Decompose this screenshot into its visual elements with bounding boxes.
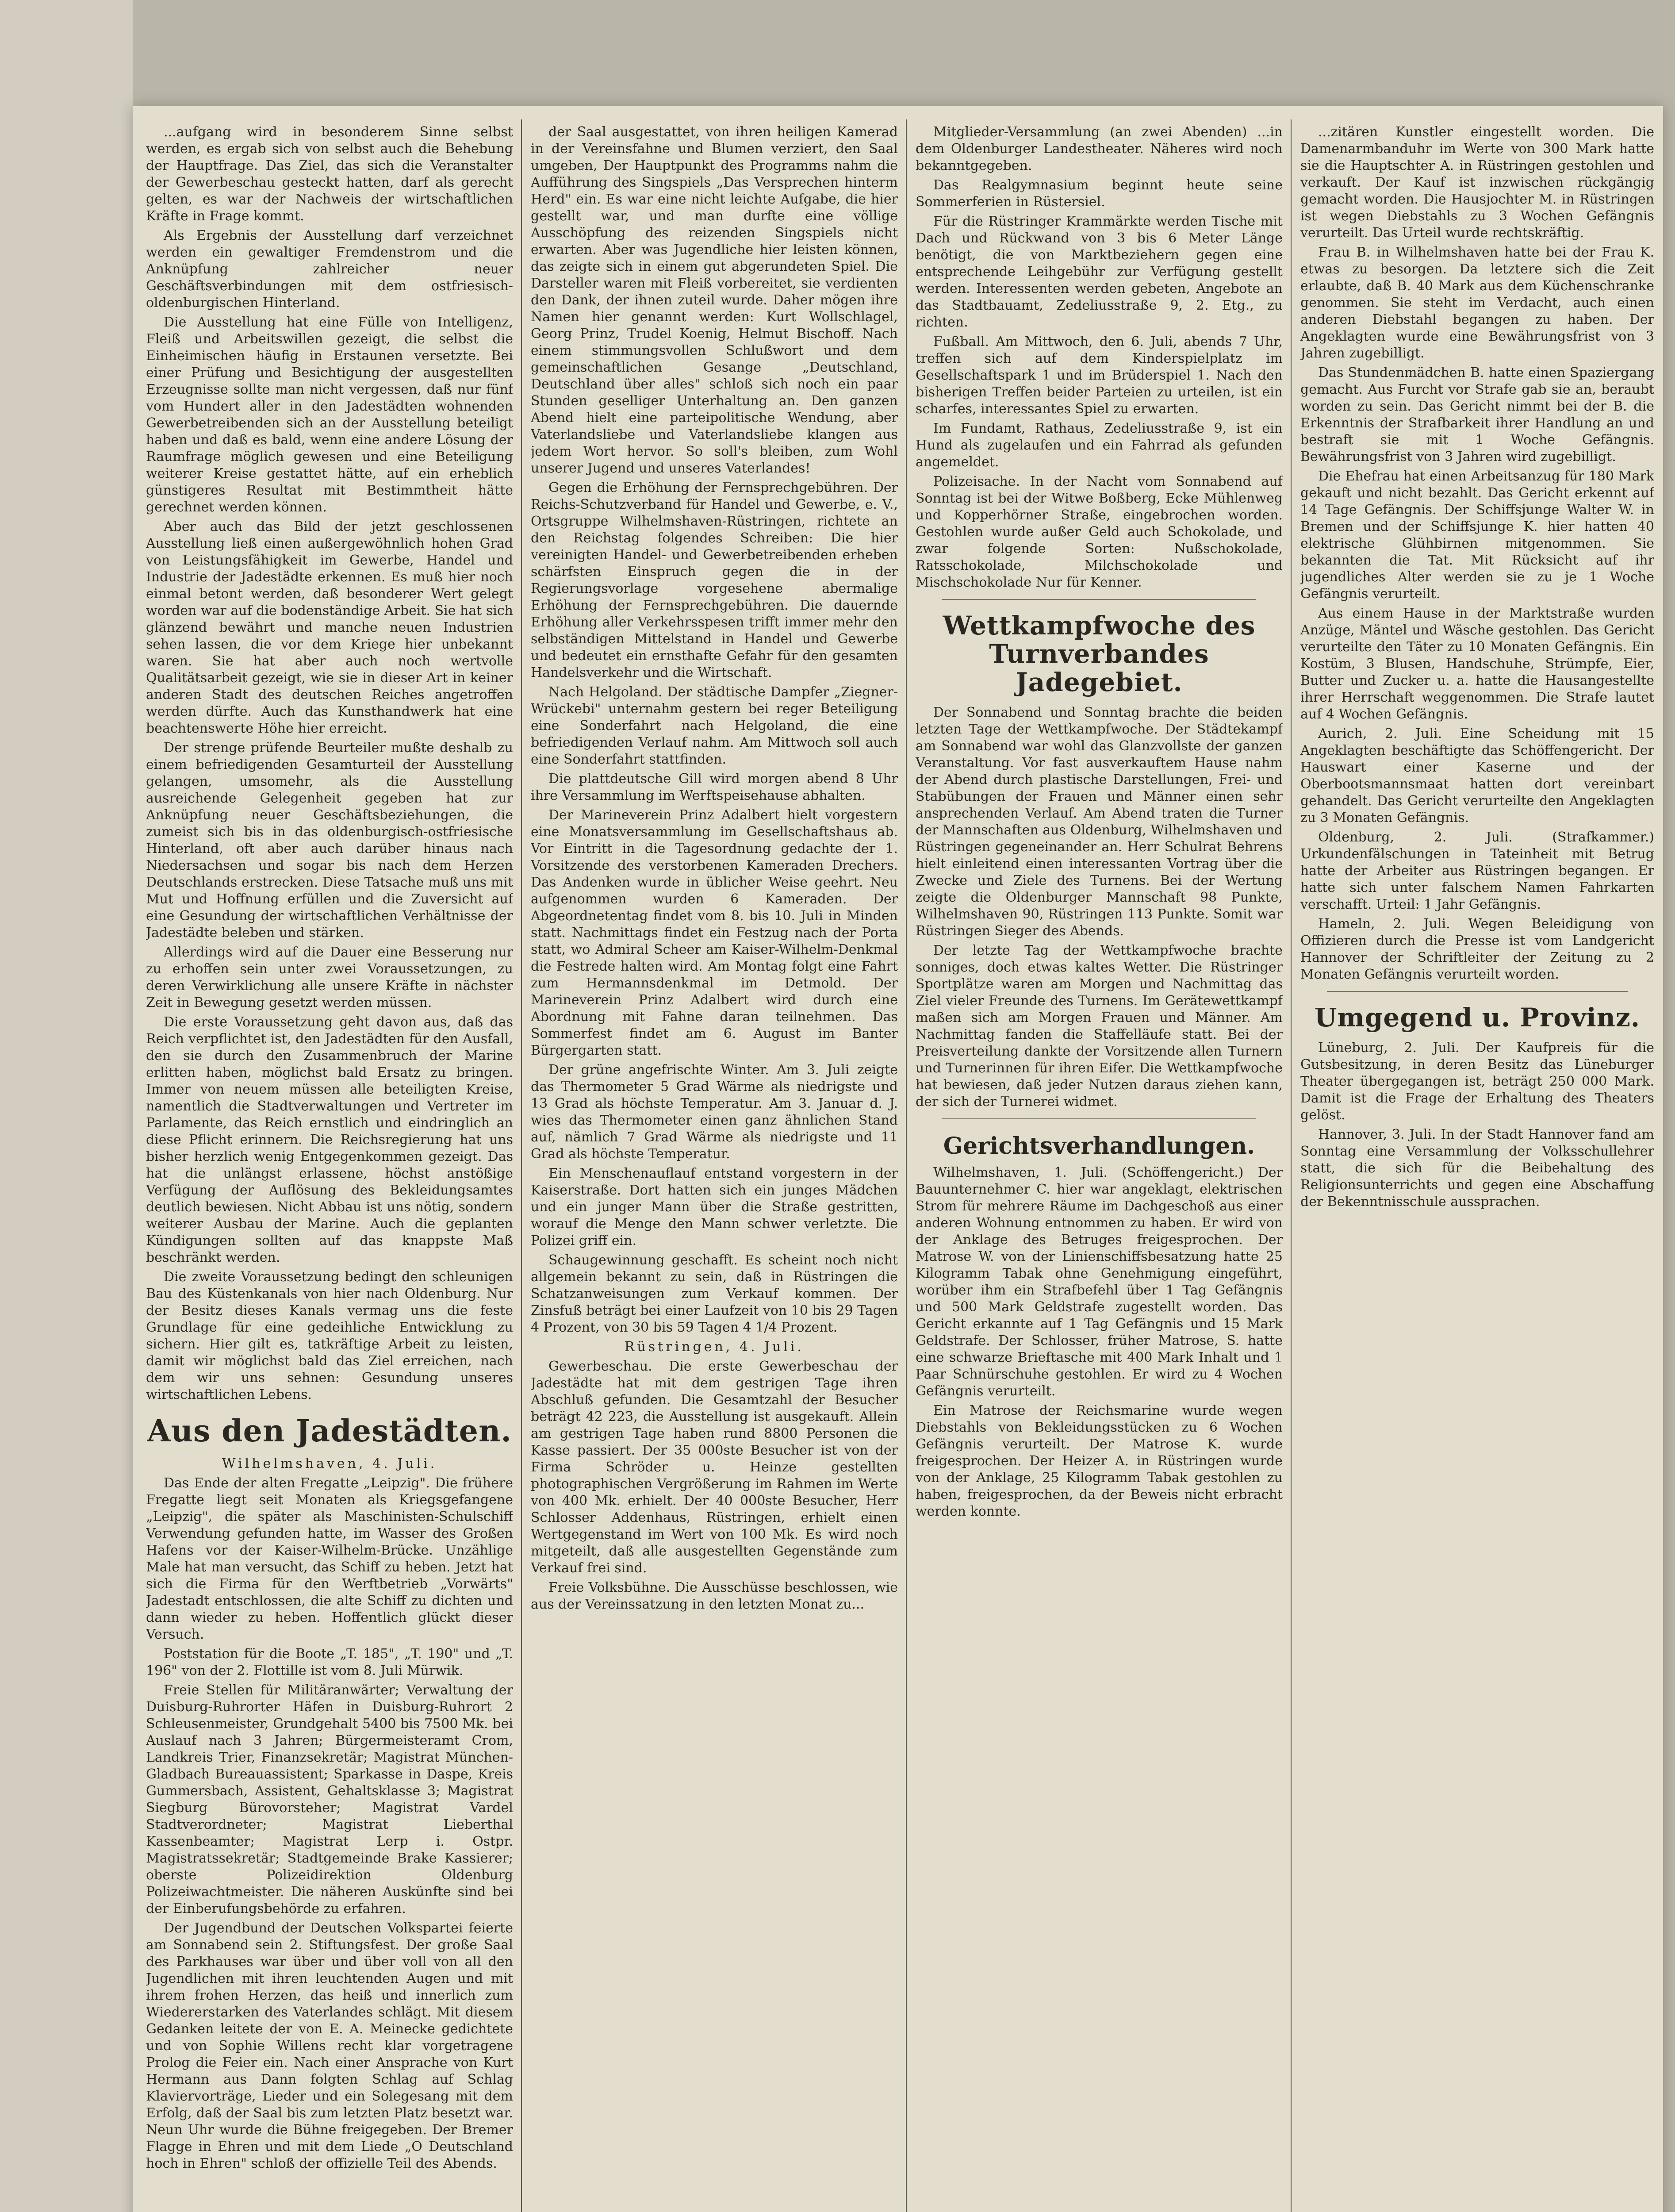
paragraph: Die zweite Voraussetzung bedingt den schleunigen Bau des Küstenkanals von hier nach Oldenburg. Nur der Besitz dieses Kanals vermag uns die feste Grundlage für eine gedeihliche Entwicklung zu sichern. Hier gilt es, tatkräftige Arbeit zu leisten, damit wir möglichst bald das Ziel erreichen, nach dem wir uns sehnen: Gesundung unseres wirtschaftlichen Lebens.: [146, 1269, 513, 1402]
paragraph: Polizeisache. In der Nacht vom Sonnabend auf Sonntag ist bei der Witwe Boßberg, Ecke Mühlenweg und Kopperhörner Straße, eingebrochen worden. Gestohlen wurde außer Geld auch Schokolade, und zwar folgende Sorten: Nußschokolade, Ratsschokolade, Milchschokolade und Mischschokolade Nur für Kenner.: [916, 474, 1283, 590]
newspaper-page: [133, 106, 1663, 2212]
paragraph: ...zitären Kunstler eingestellt worden. Die Damenarmbanduhr im Werte von 300 Mark hatte sie die Hauptschter A. in Rüstringen gestohlen und verkauft. Der Kauf ist inzwischen rückgängig gemacht worden. Die Hausjochter M. in Rüstringen ist wegen Diebstahls zu 3 Wochen Gefängnis verurteilt. Das Urteil wurde rechtskräftig.: [1300, 124, 1654, 241]
column-3: [916, 124, 1283, 2212]
paragraph: Freie Volksbühne. Die Ausschüsse beschlossen, wie aus der Vereinssatzung in den letzten Monat zu...: [531, 1580, 898, 1612]
paragraph: Der Sonnabend und Sonntag brachte die beiden letzten Tage der Wettkampfwoche. Der Städtekampf am Sonnabend war wohl das Glanzvollste der ganzen Veranstaltung. Vor fast ausverkauftem Hause nahm der Abend durch plastische Darstellungen, Frei- und Stabübungen der Frauen und Männer einen sehr ansprechenden Verlauf. Am Abend traten die Turner der Mannschaften aus Oldenburg, Wilhelmshaven und Rüstringen gegeneinander an. Herr Schulrat Behrens hielt einleitend einen interessanten Vortrag über die Zwecke und Ziele des Turnens. Bei der Wertung zeigte die Oldenburger Mannschaft 98 Punkte, Wilhelmshaven 90, Rüstringen 113 Punkte. Somit war Rüstringen Sieger des Abends.: [916, 705, 1283, 939]
divider: [942, 1118, 1256, 1119]
paragraph: Gewerbeschau. Die erste Gewerbeschau der Jadestädte hat mit dem gestrigen Tage ihren Abschluß gefunden. Die Gesamtzahl der Besucher beträgt 42 223, die Ausstellung ist ausgekauft. Allein am gestrigen Tage haben rund 8800 Personen die Kasse passiert. Der 35 000ste Besucher ist von der Firma Schröder u. Heinze gestellten photographischen Vergrößerung im Rahmen im Werte von 400 Mk. erhielt. Der 40 000ste Besucher, Herr Schlosser Addenhaus, Rüstringen, erhielt einen Wertgegenstand im Wert von 100 Mk. Es wird noch mitgeteilt, daß alle ausgestellten Gegenstände zum Verkauf frei sind.: [531, 1359, 898, 1576]
paragraph: Für die Rüstringer Krammärkte werden Tische mit Dach und Rückwand von 3 bis 6 Meter Länge benötigt, die von Marktbeziehern gegen eine entsprechende Leihgebühr zur Verfügung gestellt werden. Interessenten werden gebeten, Angebote an das Stadtbauamt, Zedeliusstraße 9, 2. Etg., zu richten.: [916, 214, 1283, 330]
section-heading-umgegend: Umgegend u. Provinz.: [1314, 1002, 1641, 1033]
section-heading-gericht: Gerichtsverhandlungen.: [943, 1133, 1255, 1160]
paragraph: ...aufgang wird in besonderem Sinne selbst werden, es ergab sich von selbst auch die Behebung der Hauptfrage. Das Ziel, das sich die Veranstalter der Gewerbeschau gesteckt hatten, darf als gerecht gelten, es war der Nachweis der wirtschaftlichen Kräfte in Frage kommt.: [146, 124, 513, 224]
paragraph: Das Realgymnasium beginnt heute seine Sommerferien in Rüstersiel.: [916, 177, 1283, 210]
paragraph: Im Fundamt, Rathaus, Zedeliusstraße 9, ist ein Hund als zugelaufen und ein Fahrrad als gefunden angemeldet.: [916, 421, 1283, 470]
paragraph: Mitglieder-Versammlung (an zwei Abenden) ...in dem Oldenburger Landestheater. Näheres wird noch bekanntgegeben.: [916, 124, 1283, 173]
scan-background: [0, 0, 133, 2212]
paragraph: Der grüne angefrischte Winter. Am 3. Juli zeigte das Thermometer 5 Grad Wärme als niedrigste und 13 Grad als höchste Temperatur. Am 3. Januar d. J. wies das Thermometer einen ganz ähnlichen Stand auf, nämlich 7 Grad Wärme als niedrigste und 11 Grad als höchste Temperatur.: [531, 1062, 898, 1162]
paragraph: Gegen die Erhöhung der Fernsprechgebühren. Der Reichs-Schutzverband für Handel und Gewerbe, e. V., Ortsgruppe Wilhelmshaven-Rüstringen, richtete an den Reichstag folgendes Schreiben: Die hier vereinigten Handel- und Gewerbetreibenden erheben schärfsten Einspruch gegen die in der Regierungsvorlage vorgesehene abermalige Erhöhung der Fernsprechgebühren. Die dauernde Erhöhung aller Verkehrsspesen trifft immer mehr den selbständigen Mittelstand in Handel und Gewerbe und bedeutet ein ernsthafte Gefahr für den gesamten Handelsverkehr und die Wirtschaft.: [531, 480, 898, 680]
dateline: Rüstringen, 4. Juli.: [624, 1339, 805, 1355]
paragraph: Allerdings wird auf die Dauer eine Besserung nur zu erhoffen sein unter zwei Voraussetzungen, zu deren Verwirklichung alle unsere Kräfte in nächster Zeit in Bewegung gesetzt werden müssen.: [146, 945, 513, 1010]
paragraph: Aurich, 2. Juli. Eine Scheidung mit 15 Angeklagten beschäftigte das Schöffengericht. Der Hauswart einer Kaserne und der Oberbootsmannsmaat hatten dort vereinbart gehandelt. Das Gericht verurteilte den Angeklagten zu 3 Monaten Gefängnis.: [1300, 726, 1654, 826]
paragraph: Hannover, 3. Juli. In der Stadt Hannover fand am Sonntag eine Versammlung der Volksschullehrer statt, die sich für die Beibehaltung des Religionsunterrichts und gegen eine Abschaffung der Bekenntnisschule aussprachen.: [1300, 1127, 1654, 1210]
section-heading-jadestaedte: Aus den Jadestädten.: [147, 1413, 512, 1449]
paragraph: der Saal ausgestattet, von ihren heiligen Kamerad in der Vereinsfahne und Blumen verziert, den Saal umgeben, Der Hauptpunkt des Programms nahm die Aufführung des Singspiels „Das Versprechen hinterm Herd" ein. Es war eine nicht leichte Aufgabe, die hier gestellt war, und man durfte eine völlige Ausschöpfung des reizenden Singspiels nicht erwarten. Aber was Jugendliche hier leisten können, das zeigte sich in einem gut abgerundeten Spiel. Die Darsteller waren mit Fleiß vorbereitet, sie verdienten den Dank, der ihnen zuteil wurde. Daher mögen ihre Namen hier genannt werden: Kurt Wollschlagel, Georg Prinz, Trudel Koenig, Helmut Bischoff. Nach einem stimmungsvollen Schlußwort und dem gemeinschaftlichen Gesange „Deutschland, Deutschland über alles" schloß sich noch ein paar Stunden geselliger Unterhaltung an. Den ganzen Abend hielt eine parteipolitische Wendung, aber Vaterlandsliebe und Vaterlandsliebe klangen aus jedem Wort hervor. So soll's bleiben, zum Wohl unserer Jugend und unseres Vaterlandes!: [531, 124, 898, 476]
dateline: Wilhelmshaven, 4. Juli.: [222, 1456, 437, 1471]
section-heading-wettkampf: Wettkampfwoche des: [943, 611, 1256, 641]
column-rule: [521, 119, 522, 2212]
column-4: [1300, 124, 1654, 2212]
paragraph: Als Ergebnis der Ausstellung darf verzeichnet werden ein gewaltiger Fremdenstrom und die Anknüpfung zahlreicher neuer Geschäftsverbindungen mit dem ostfriesisch-oldenburgischen Hinterland.: [146, 228, 513, 311]
paragraph: Ein Matrose der Reichsmarine wurde wegen Diebstahls von Bekleidungsstücken zu 6 Wochen Gefängnis verurteilt. Der Matrose K. wurde freigesprochen. Der Heizer A. in Rüstringen wurde von der Anklage, 25 Kilogramm Tabak gestohlen zu haben, freigesprochen, da der Beweis nicht erbracht werden konnte.: [916, 1403, 1283, 1519]
section-heading-turnverband: Turnverbandes Jadegebiet.: [989, 639, 1209, 697]
paragraph: Der Marineverein Prinz Adalbert hielt vorgestern eine Monatsversammlung im Gesellschaftshaus ab. Vor Eintritt in die Tagesordnung gedachte der 1. Vorsitzende des verstorbenen Kameraden Drechers. Das Andenken wurde in üblicher Weise geehrt. Neu aufgenommen wurden 6 Kameraden. Der Abgeordnetentag findet vom 8. bis 10. Juli in Minden statt. Nachmittags findet ein Festzug nach der Porta statt, wo Admiral Scheer am Kaiser-Wilhelm-Denkmal die Festrede halten wird. Am Montag folgt eine Fahrt zum Hermannsdenkmal im Detmold. Der Marineverein Prinz Adalbert wird durch eine Abordnung mit Fahne daran teilnehmen. Das Sommerfest findet am 6. August im Banter Bürgergarten statt.: [531, 807, 898, 1058]
paragraph: Frau B. in Wilhelmshaven hatte bei der Frau K. etwas zu besorgen. Da letztere sich die Zeit erlaubte, daß B. 40 Mark aus dem Küchenschranke genommen. Sie steht im Verdacht, auch einen anderen Diebstahl begangen zu haben. Der Angeklagten wurde eine Bewährungsfrist von 3 Jahren zugebilligt.: [1300, 245, 1654, 361]
column-rule: [1291, 119, 1292, 2212]
paragraph: Der strenge prüfende Beurteiler mußte deshalb zu einem befriedigenden Gesamturteil der Ausstellung gelangen, umsomehr, als die Ausstellung ausreichende Gelegenheit gegeben hat zur Anknüpfung neuer Geschäftsbeziehungen, die zumeist sich bis in das oldenburgisch-ostfriesische Hinterland, oft aber auch darüber hinaus nach Niedersachsen und sogar bis nach dem Herzen Deutschlands erstrecken. Diese Tatsache muß uns mit Mut und Hoffnung erfüllen und die Zuversicht auf eine Gesundung der wirtschaftlichen Verhältnisse der Jadestädte beleben und stärken.: [146, 740, 513, 941]
paragraph: Lüneburg, 2. Juli. Der Kaufpreis für die Gutsbesitzung, in deren Besitz das Lüneburger Theater übergegangen ist, beträgt 250 000 Mark. Damit ist die Frage der Erhaltung des Theaters gelöst.: [1300, 1040, 1654, 1123]
column-2: [531, 124, 898, 2212]
paragraph: Nach Helgoland. Der städtische Dampfer „Ziegner-Wrückebi" unternahm gestern bei reger Beteiligung eine Sonderfahrt nach Helgoland, die eine befriedigenden Verlauf nahm. Am Mittwoch soll auch eine Sonderfahrt stattfinden.: [531, 684, 898, 767]
paragraph: Fußball. Am Mittwoch, den 6. Juli, abends 7 Uhr, treffen sich auf dem Kinderspielplatz im Gesellschaftspark 1 und im Brüderspiel 1. Nach den bisherigen Treffen beider Parteien zu urteilen, ist ein scharfes, interessantes Spiel zu erwarten.: [916, 334, 1283, 417]
paragraph: Der Jugendbund der Deutschen Volkspartei feierte am Sonnabend sein 2. Stiftungsfest. Der große Saal des Parkhauses war über und über voll von all den Jugendlichen mit ihren leuchtenden Augen und mit ihrem frohen Herzen, das heiß und innerlich zum Wiedererstarken des Vaterlandes schlägt. Mit diesem Gedanken leitete der von E. A. Meinecke gedichtete und von Sophie Willens recht klar vorgetragene Prolog die Feier ein. Nach einer Ansprache von Kurt Hermann aus Dann folgten Schlag auf Schlag Klaviervorträge, Lieder und ein Solegesang mit dem Erfolg, daß der Saal bis zum letzten Platz besetzt war. Neun Uhr wurde die Bühne freigegeben. Der Bremer Flagge in Ehren und mit dem Liede „O Deutschland hoch in Ehren" schloß der offizielle Teil des Abends.: [146, 1920, 513, 2171]
divider: [942, 599, 1256, 600]
paragraph: Die erste Voraussetzung geht davon aus, daß das Reich verpflichtet ist, den Jadestädten für den Ausfall, den sie durch den Zusammenbruch der Marine erlitten haben, möglichst bald Ersatz zu bringen. Immer von neuem müssen alle beteiligten Kreise, namentlich die Stadtverwaltungen und Vertreter im Parlamente, das Reich ernstlich und eindringlich an diese Pflicht erinnern. Die Reichsregierung hat uns bisher herzlich wenig Entgegenkommen gezeigt. Das hat die unlängst erlassene, höchst anstößige Verfügung der Auflösung des Bekleidungsamtes deutlich bewiesen. Nicht Abbau ist uns nötig, sondern weiterer Ausbau der Marine. Auch die geplanten Kündigungen sollten auf das knappste Maß beschränkt werden.: [146, 1014, 513, 1265]
paragraph: Die Ausstellung hat eine Fülle von Intelligenz, Fleiß und Arbeitswillen gezeigt, die selbst die Einheimischen häufig in Erstaunen versetzte. Bei einer Prüfung und Besichtigung der ausgestellten Erzeugnisse sollte man nicht vergessen, daß nur fünf vom Hundert aller in den Jadestädten wohnenden Gewerbetreibenden sich an der Ausstellung beteiligt haben und daß es bald, wenn eine andere Lösung der Raumfrage möglich gewesen und eine Beteiligung weiterer Kreise gestattet hätte, auf ein erheblich günstigeres Resultat mit Bestimmtheit hätte gerechnet werden können.: [146, 315, 513, 515]
divider: [1327, 991, 1628, 992]
paragraph: Das Ende der alten Fregatte „Leipzig". Die frühere Fregatte liegt seit Monaten als Kriegsgefangene „Leipzig", die später als Maschinisten-Schulschiff Verwendung gefunden hatte, im Wasser des Großen Hafens vor der Kaiser-Wilhelm-Brücke. Unzählige Male hat man versucht, das Schiff zu heben. Jetzt hat sich die Firma für den Werftbetrieb „Vorwärts" Jadestadt entschlossen, die alte Schiff zu dichten und dann wieder zu heben. Hoffentlich glückt dieser Versuch.: [146, 1475, 513, 1642]
column-1: [146, 124, 513, 2212]
paragraph: Die plattdeutsche Gill wird morgen abend 8 Uhr ihre Versammlung im Werftspeisehause abhalten.: [531, 771, 898, 803]
paragraph: Freie Stellen für Militäranwärter; Verwaltung der Duisburg-Ruhrorter Häfen in Duisburg-Ruhrort 2 Schleusenmeister, Grundgehalt 5400 bis 7500 Mk. bei Auslauf nach 3 Jahren; Bürgermeisteramt Crom, Landkreis Trier, Finanzsekretär; Magistrat München-Gladbach Bureauassistent; Sparkasse in Daspe, Kreis Gummersbach, Assistent, Gehaltsklasse 3; Magistrat Siegburg Bürovorsteher; Magistrat Vardel Stadtverordneter; Magistrat Lieberthal Kassenbeamter; Magistrat Lerp i. Ostpr. Magistratssekretär; Stadtgemeinde Brake Kassierer; oberste Polizeidirektion Oldenburg Polizeiwachtmeister. Die näheren Auskünfte sind bei der Einberufungsbehörde zu erfahren.: [146, 1682, 513, 1916]
paragraph: Aber auch das Bild der jetzt geschlossenen Ausstellung ließ einen außergewöhnlich hohen Grad von Leistungsfähigkeit im Gewerbe, Handel und Industrie der Jadestädte erkennen. Es muß hier noch einmal betont werden, daß besonderer Wert gelegt worden war auf die bodenständige Arbeit. Sie hat sich glänzend bewährt und manche neuen Industrien sehen lassen, die vor dem Kriege hier unbekannt waren. Sie hat aber auch noch wertvolle Qualitätsarbeit gezeigt, wie sie in dieser Art in keiner anderen Stadt des deutschen Reiches angetroffen werden dürfte. Auch das Kunsthandwerk hat eine beachtenswerte Höhe hier erreicht.: [146, 519, 513, 736]
paragraph: Der letzte Tag der Wettkampfwoche brachte sonniges, doch etwas kaltes Wetter. Die Rüstringer Sportplätze waren am Morgen und Nachmittag das Ziel vieler Freunde des Turnens. Im Gerätewettkampf maßen sich am Morgen Frauen und Männer. Am Nachmittag fanden die Staffelläufe statt. Bei der Preisverteilung dankte der Vorsitzende allen Turnern und Turnerinnen für ihren Eifer. Die Wettkampfwoche hat bewiesen, daß jeder Nutzen daraus ziehen kann, der sich der Turnerei widmet.: [916, 943, 1283, 1110]
paragraph: Poststation für die Boote „T. 185", „T. 190" und „T. 196" von der 2. Flottille ist vom 8. Juli Mürwik.: [146, 1646, 513, 1678]
paragraph: Hameln, 2. Juli. Wegen Beleidigung von Offizieren durch die Presse ist vom Landgericht Hannover der Schriftleiter der Zeitung zu 2 Monaten Gefängnis verurteilt worden.: [1300, 916, 1654, 982]
paragraph: Wilhelmshaven, 1. Juli. (Schöffengericht.) Der Bauunternehmer C. hier war angeklagt, elektrischen Strom für mehrere Räume im Dachgeschoß aus einer anderen Wohnung entnommen zu haben. Er wird von der Anklage des Betruges freigesprochen. Der Matrose W. von der Linienschiffsbesatzung hatte 25 Kilogramm Tabak ohne Genehmigung eingeführt, worüber ihm ein Strafbefehl über 1 Tag Gefängnis und 500 Mark Geldstrafe zugestellt worden. Das Gericht erkannte auf 1 Tag Gefängnis und 15 Mark Geldstrafe. Der Schlosser, früher Matrose, S. hatte eine schwarze Brieftasche mit 400 Mark Inhalt und 1 Paar Schnürschuhe gestohlen. Er wird zu 4 Wochen Gefängnis verurteilt.: [916, 1165, 1283, 1399]
paragraph: Das Stundenmädchen B. hatte einen Spaziergang gemacht. Aus Furcht vor Strafe gab sie an, beraubt worden zu sein. Das Gericht nimmt bei der B. die Erkenntnis der Strafbarkeit ihrer Handlung an und bestraft sie mit 1 Woche Gefängnis. Bewährungsfrist von 3 Jahren wird zugebilligt.: [1300, 365, 1654, 465]
paragraph: Die Ehefrau hat einen Arbeitsanzug für 180 Mark gekauft und nicht bezahlt. Das Gericht erkennt auf 14 Tage Gefängnis. Der Schiffsjunge Walter W. in Bremen und der Schiffsjunge K. hier hatten 40 elektrische Glühbirnen mitgenommen. Sie bekannten die Tat. Mit Rücksicht auf ihr jugendliches Alter werden sie zu je 1 Woche Gefängnis verurteilt.: [1300, 469, 1654, 602]
paragraph: Ein Menschenauflauf entstand vorgestern in der Kaiserstraße. Dort hatten sich ein junges Mädchen und ein junger Mann über die Straße gestritten, worauf die Menge den Mann schwer verletzte. Die Polizei griff ein.: [531, 1166, 898, 1248]
paragraph: Schaugewinnung geschafft. Es scheint noch nicht allgemein bekannt zu sein, daß in Rüstringen die Schatzanweisungen zum Verkauf kommen. Der Zinsfuß beträgt bei einer Laufzeit von 10 bis 29 Tagen 4 Prozent, von 30 bis 59 Tagen 4 1/4 Prozent.: [531, 1252, 898, 1335]
paragraph: Aus einem Hause in der Marktstraße wurden Anzüge, Mäntel und Wäsche gestohlen. Das Gericht verurteilte den Täter zu 10 Monaten Gefängnis. Ein Kostüm, 3 Blusen, Handschuhe, Strümpfe, Eier, Butter und Zucker u. a. hatte die Hausangestellte ihrer Herrschaft weggenommen. Die Strafe lautet auf 4 Wochen Gefängnis.: [1300, 606, 1654, 722]
column-rule: [906, 119, 907, 2212]
paragraph: Oldenburg, 2. Juli. (Strafkammer.) Urkundenfälschungen in Tateinheit mit Betrug hatte der Arbeiter aus Rüstringen begangen. Er hatte sich unter falschem Namen Fahrkarten verschafft. Urteil: 1 Jahr Gefängnis.: [1300, 830, 1654, 912]
